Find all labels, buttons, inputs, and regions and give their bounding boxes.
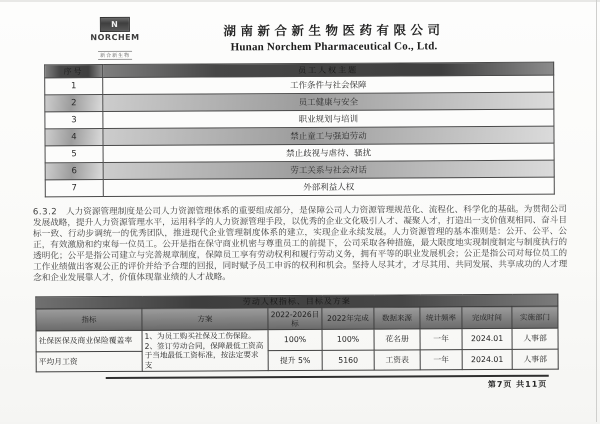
letterhead [169,20,499,54]
cell-frequency: 一年 [420,349,462,370]
indicators-table [35,294,558,373]
row-topic: 劳工关系与社会对话 [103,160,554,179]
col-header-plan: 方案 [142,308,268,331]
row-no: 1 [45,78,103,95]
plan-line: 1、为员工购买社保及工伤保险。 [144,331,256,341]
col-header-target: 2022-2026目标 [268,307,322,329]
table-row [36,349,558,372]
cell-indicator: 平均月工资 [36,351,142,372]
row-topic: 禁止童工与强迫劳动 [103,126,554,145]
topics-table [44,62,555,198]
col-header-dept: 实施部门 [512,306,558,328]
row-topic: 禁止歧视与虐待、骚扰 [103,143,554,162]
row-no: 7 [45,180,103,197]
row-no: 2 [45,95,103,112]
cell-plan [142,330,268,372]
plan-line: 2、签订劳动合同，保障最低工资高于当地最低工资标准，按法定要求支 [144,340,264,370]
table-row [45,177,554,197]
cell-indicator: 社保医保及商业保险覆盖率 [36,330,142,351]
section-paragraph [33,205,567,285]
row-no: 4 [45,129,103,146]
row-no: 3 [45,112,103,129]
col-header-no: 序号 [45,65,103,78]
table-row [36,328,558,351]
section-number: 6.3.2 [32,207,58,218]
col-header-topic: 员工人权主题 [103,62,554,77]
row-topic: 职业规划与培训 [103,109,554,128]
col-header-indicator: 指标 [36,308,142,331]
logo-wordmark: NORCHEM [90,32,140,43]
row-topic: 员工健康与安全 [103,92,554,111]
cell-time: 2024.01 [462,349,512,370]
row-topic: 工作条件与社会保障 [103,75,554,94]
cell-target: 提升 5% [268,350,322,371]
footer-rule [106,375,549,379]
row-topic: 外部利益人权 [103,177,554,196]
cell-time: 2024.01 [462,328,512,349]
logo-subtext: 新合新生物 [98,51,132,60]
page-number: 第7页 共11页 [487,379,548,390]
section-text: 人力资源管理制度是公司人力资源管理体系的重要组成部分，是保障公司人力资源管理规范化、流程化、科学化的基础。为贯彻公司发展战略，提升人力资源管理水平，运用科学的人力资源管理手段，以优秀的企业文化吸引人才、凝聚人才，打造出一支价值观相同、奋斗目标一致、行动步调统一的优秀团队，推进现代企业管理制度体系的建立，实现企业永续发展。人力资源管理的基本准则是：公开、公平、公正，有效激励和约束每一位员工。公开是指在保守商业机密与尊重员工的前提下，公司采取各种措施，最大限度地实现制度制定与制度执行的透明化；公平是指公司建立与完善规章制度，保障员工享有劳动权利和履行劳动义务，拥有平等的职业发展机会；公正是指公司对每位员工的工作业绩做出客观公正的评价并给予合理的回报，同时赋予员工申诉的权利和机会。坚持人尽其才，才尽其用、共同发展、共享成功的人才理念和企业发展靠人才，价值体现靠业绩的人才战略。 [32,204,568,284]
indicators-table-header-row [36,306,558,331]
cell-achieved: 5160 [322,350,374,371]
cell-achieved: 100% [322,329,374,350]
cell-dept: 人事部 [512,349,558,370]
cell-frequency: 一年 [420,329,462,350]
company-name-chinese: 湖南新合新生物医药有限公司 [223,22,445,39]
col-header-frequency: 统计频率 [420,307,462,329]
indicators-table-title: 劳动人权指标、目标及方案 [36,294,558,309]
cell-source: 工资表 [374,349,420,370]
company-logo [83,17,147,61]
norchem-logo-icon: N [100,17,130,32]
row-no: 6 [45,163,103,180]
col-header-source: 数据来源 [374,307,420,329]
cell-dept: 人事部 [512,328,558,349]
col-header-time: 完成时间 [462,306,512,328]
cell-target: 100% [268,329,322,350]
row-no: 5 [45,146,103,163]
cell-source: 花名册 [374,329,420,350]
col-header-achieved: 2022年完成 [322,307,374,329]
company-name-english: Hunan Norchem Pharmaceutical Co., Ltd. [230,40,438,54]
